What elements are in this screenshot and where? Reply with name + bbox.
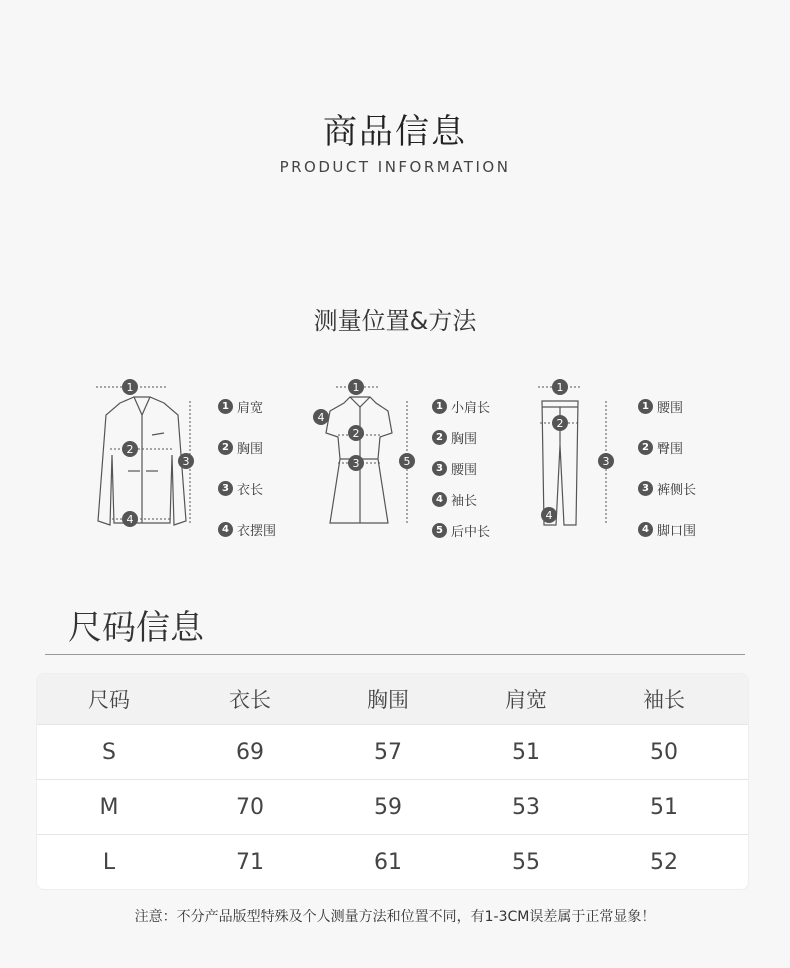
table-cell: S [102,739,116,765]
svg-text:1: 1 [352,381,360,394]
table-cell: 59 [374,794,402,820]
legend-item: 3 腰围 [432,459,490,478]
number-badge: 2 [218,440,233,455]
dress-legend [432,397,490,540]
size-table [36,673,749,890]
table-cell: 71 [236,849,264,875]
table-row [37,779,748,834]
header-cell: 衣长 [229,688,271,712]
table-row [37,834,748,889]
divider [45,654,745,655]
table-cell: L [102,849,116,875]
legend-item: 2 臀围 [638,438,696,457]
table-cell: 50 [650,739,678,765]
table-cell: 52 [650,849,678,875]
legend-item: 1 小肩长 [432,397,490,416]
svg-text:3: 3 [352,457,360,470]
svg-text:2: 2 [126,443,134,456]
number-badge: 1 [218,399,233,414]
legend-item: 1 腰围 [638,397,696,416]
page-subtitle: PRODUCT INFORMATION [279,158,511,176]
header-cell: 胸围 [367,688,409,712]
svg-text:3: 3 [182,455,190,468]
jacket-diagram [82,375,202,535]
size-title: 尺码信息 [68,608,204,648]
svg-text:2: 2 [556,417,564,430]
table-header-row [37,674,748,724]
number-badge: 3 [432,461,447,476]
table-cell: 69 [236,739,264,765]
pants-legend [638,397,696,539]
legend-item: 5 后中长 [432,521,490,540]
svg-text:1: 1 [126,381,134,394]
svg-text:4: 4 [126,513,134,526]
header-cell: 尺码 [88,688,130,712]
legend-item: 1 肩宽 [218,397,276,416]
number-badge: 2 [432,430,447,445]
legend-item: 4 袖长 [432,490,490,509]
number-badge: 1 [638,399,653,414]
svg-text:3: 3 [602,455,610,468]
svg-text:4: 4 [317,411,325,424]
legend-item: 3 衣长 [218,479,276,498]
svg-text:1: 1 [556,381,564,394]
number-badge: 4 [218,522,233,537]
number-badge: 4 [638,522,653,537]
legend-item: 3 裤侧长 [638,479,696,498]
legend-item: 2 胸围 [432,428,490,447]
pants-diagram [530,375,620,535]
disclaimer-note: 注意：不分产品版型特殊及个人测量方法和位置不同，有1-3CM误差属于正常显象！ [134,909,656,925]
table-cell: 51 [512,739,540,765]
svg-text:5: 5 [403,455,411,468]
table-cell: 61 [374,849,402,875]
jacket-legend [218,397,276,539]
table-cell: 53 [512,794,540,820]
legend-item: 4 衣摆围 [218,520,276,539]
dress-diagram [308,375,423,535]
measure-title: 测量位置&方法 [313,307,477,335]
number-badge: 3 [638,481,653,496]
header-cell: 袖长 [643,688,685,712]
number-badge: 3 [218,481,233,496]
table-cell: 70 [236,794,264,820]
number-badge: 4 [432,492,447,507]
svg-text:4: 4 [545,509,553,522]
legend-item: 2 胸围 [218,438,276,457]
page-title: 商品信息 [323,112,467,152]
svg-text:2: 2 [352,427,360,440]
table-cell: 51 [650,794,678,820]
number-badge: 5 [432,523,447,538]
number-badge: 2 [638,440,653,455]
table-cell: M [99,794,119,820]
header-cell: 肩宽 [505,688,547,712]
table-cell: 55 [512,849,540,875]
legend-item: 4 脚口围 [638,520,696,539]
table-row [37,724,748,779]
table-cell: 57 [374,739,402,765]
number-badge: 1 [432,399,447,414]
